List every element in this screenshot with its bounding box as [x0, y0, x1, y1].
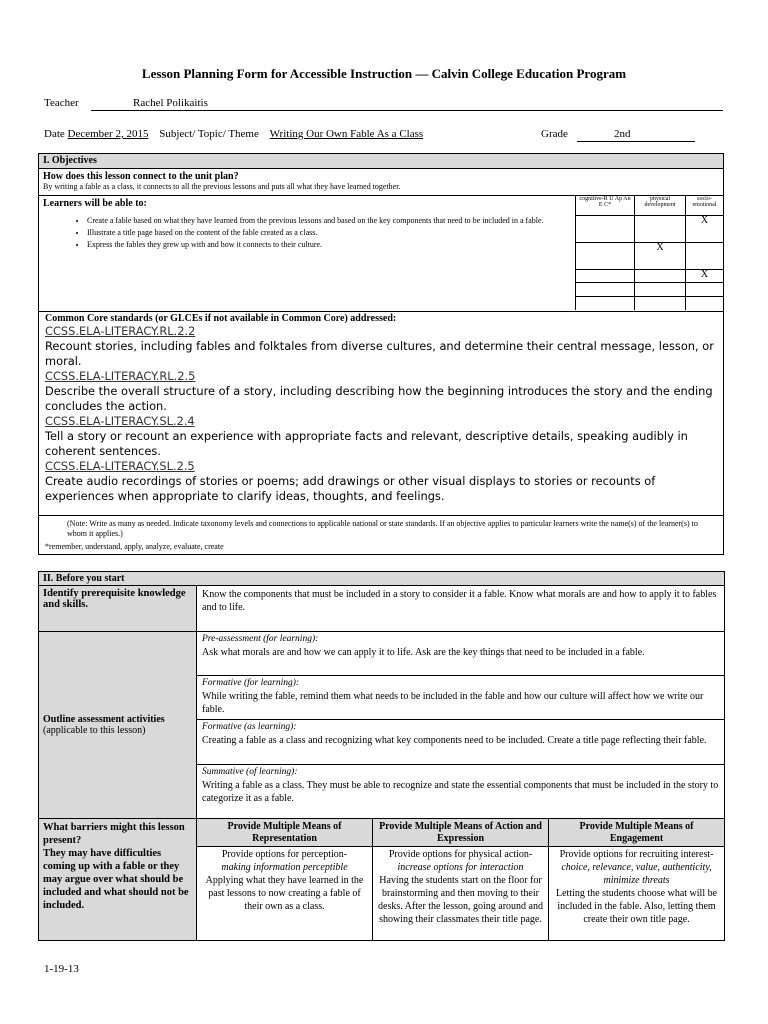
udl-action-p2: Having the students start on the floor for brainstorming and then moving to their desks. After the lesson, going around and showing their classmates their title page.: [378, 875, 543, 925]
udl-head-engagement: Provide Multiple Means of Engagement: [549, 819, 725, 847]
subject-label: Subject/ Topic/ Theme: [159, 128, 259, 140]
formative-as-label: Formative (as learning):: [202, 722, 297, 732]
footer-code: 1-19-13: [44, 963, 79, 975]
udl-action: [373, 847, 549, 941]
formative-for-label: Formative (for learning):: [202, 678, 300, 688]
assessment-label-rest: (applicable to this lesson): [43, 725, 146, 736]
before-section: [38, 571, 724, 941]
udl-engagement-p2: Letting the students choose what will be included in the fable. Also, letting them create their own title page.: [555, 888, 718, 925]
grade-label: Grade: [541, 128, 568, 140]
standard-text-4: Create audio recordings of stories or poems; add drawings or other visual displays to stories or recounts of experiences when appropriate to clarify ideas, thoughts, and feelings.: [45, 474, 656, 503]
assessment-label-bold: Outline assessment activities: [43, 714, 165, 725]
udl-engagement: [549, 847, 725, 941]
mark-cell[interactable]: X: [635, 242, 686, 269]
barriers-answer: They may have difficulties coming up with a fable or they may argue over what should be included and what should not be included.: [43, 848, 189, 911]
grade-value: 2nd: [614, 128, 631, 140]
udl-representation-p1: Provide options for perception-: [221, 849, 348, 860]
objectives-section: [38, 153, 724, 555]
mark-cell[interactable]: [635, 269, 686, 282]
pre-assessment: [197, 632, 725, 676]
objectives-heading: I. Objectives: [39, 154, 723, 169]
standard-code-2[interactable]: CCSS.ELA-LITERACY.RL.2.5: [45, 369, 196, 383]
standard-text-2: Describe the overall structure of a story, including describing how the beginning introduces the story and the ending concludes the action.: [45, 384, 713, 413]
mark-cell[interactable]: [576, 215, 635, 242]
form-title: Lesson Planning Form for Accessible Instruction — Calvin College Education Program: [141, 66, 627, 81]
objectives-list: [39, 216, 577, 252]
summative-text: Writing a fable as a class. They must be able to recognize and state the essential components that must be included in the story to categorize it as a fable.: [202, 780, 719, 804]
udl-representation: [197, 847, 373, 941]
standard-text-1: Recount stories, including fables and folktales from diverse cultures, and determine their central message, lesson, or moral.: [45, 339, 714, 368]
teacher-label: Teacher: [44, 97, 79, 109]
formative-for-text: While writing the fable, remind them what needs to be included in the fable and how our culture will affect how we write our fable.: [202, 691, 704, 715]
udl-action-p1: Provide options for physical action-: [388, 849, 533, 860]
subject-value[interactable]: Writing Our Own Fable As a Class: [269, 128, 424, 140]
teacher-field[interactable]: [91, 97, 723, 111]
standard-code-4[interactable]: CCSS.ELA-LITERACY.SL.2.5: [45, 459, 195, 473]
learners-label: Learners will be able to:: [43, 198, 147, 209]
prereq-text: Know the components that must be included in a story to consider it a fable. Know what morals are and how to apply it to fables and to life.: [197, 586, 725, 632]
udl-representation-p2: Applying what they have learned in the past lessons to now creating a fable of their own as a class.: [205, 875, 364, 912]
summative-label: Summative (of learning):: [202, 767, 298, 777]
date-value[interactable]: December 2, 2015: [67, 128, 149, 140]
pre-assessment-label: Pre-assessment (for learning):: [202, 634, 319, 644]
standard-code-1[interactable]: CCSS.ELA-LITERACY.RL.2.2: [45, 324, 196, 338]
udl-engagement-p1i: choice, relevance, value, authenticity, minimize threats: [561, 862, 712, 886]
udl-action-p1i: increase options for interaction: [397, 862, 524, 873]
standard-text-3: Tell a story or recount an experience with appropriate facts and relevant, descriptive details, speaking audibly in coherent sentences.: [45, 429, 688, 458]
date-label: Date: [44, 128, 65, 140]
objective-item-3: • Express the fables they grew up with and how it connects to their culture.: [87, 240, 577, 249]
col-cognitive: cognitive-R U Ap An E C*: [576, 195, 635, 215]
mark-cell[interactable]: [686, 242, 724, 269]
pre-assessment-text: Ask what morals are and how we can apply it to life. Ask are the key things that need to be included in a fable.: [202, 647, 645, 658]
objective-item-2: • Illustrate a title page based on the content of the fable created as a class.: [87, 228, 577, 237]
mark-cell[interactable]: X: [686, 215, 724, 242]
objectives-note: (Note: Write as many as needed. Indicate taxonomy levels and connections to applicable national or state standards. If an objective applies to particular learners write the name(s) of the learner(s) to whom it applies.): [67, 519, 698, 538]
col-physical: physical development: [635, 195, 686, 215]
mark-cell[interactable]: [576, 269, 635, 282]
barriers-cell: [39, 819, 197, 941]
date-row: [44, 128, 433, 140]
formative-as: [197, 720, 725, 765]
standards-heading: Common Core standards (or GLCEs if not available in Common Core) addressed:: [45, 313, 397, 324]
udl-head-action: Provide Multiple Means of Action and Expression: [373, 819, 549, 847]
mark-cell[interactable]: X: [686, 269, 724, 282]
udl-engagement-p1: Provide options for recruiting interest-: [559, 849, 714, 860]
before-heading: II. Before you start: [39, 572, 725, 586]
standards-block: [45, 313, 719, 504]
prereq-label: Identify prerequisite knowledge and skills.: [39, 586, 197, 632]
mark-cell[interactable]: [635, 215, 686, 242]
udl-representation-p1i: making information perceptible: [221, 862, 348, 873]
barriers-question: What barriers might this lesson present?: [43, 822, 185, 846]
formative-as-text: Creating a fable as a class and recognizing what key components need to be included. Create a title page reflecting their fable.: [202, 735, 707, 746]
udl-head-representation: Provide Multiple Means of Representation: [197, 819, 373, 847]
taxonomy-grid: [575, 195, 723, 310]
taxonomy-footnote: *remember, understand, apply, analyze, evaluate, create: [45, 542, 224, 551]
objective-item-1: • Create a fable based on what they have learned from the previous lessons and based on the key components that need to be included in a fable.: [87, 216, 577, 225]
grade-field[interactable]: [577, 128, 695, 142]
connect-answer: By writing a fable as a class, it connects to all the previous lessons and puts all what they have learned together.: [43, 182, 401, 191]
standard-code-3[interactable]: CCSS.ELA-LITERACY.SL.2.4: [45, 414, 195, 428]
formative-for: [197, 676, 725, 720]
mark-cell[interactable]: [576, 242, 635, 269]
assessment-label: [39, 632, 197, 819]
teacher-value: Rachel Polikaitis: [133, 97, 208, 109]
summative: [197, 765, 725, 819]
col-socio: socio-emotional: [686, 195, 724, 215]
connect-question: How does this lesson connect to the unit plan?: [43, 171, 239, 182]
